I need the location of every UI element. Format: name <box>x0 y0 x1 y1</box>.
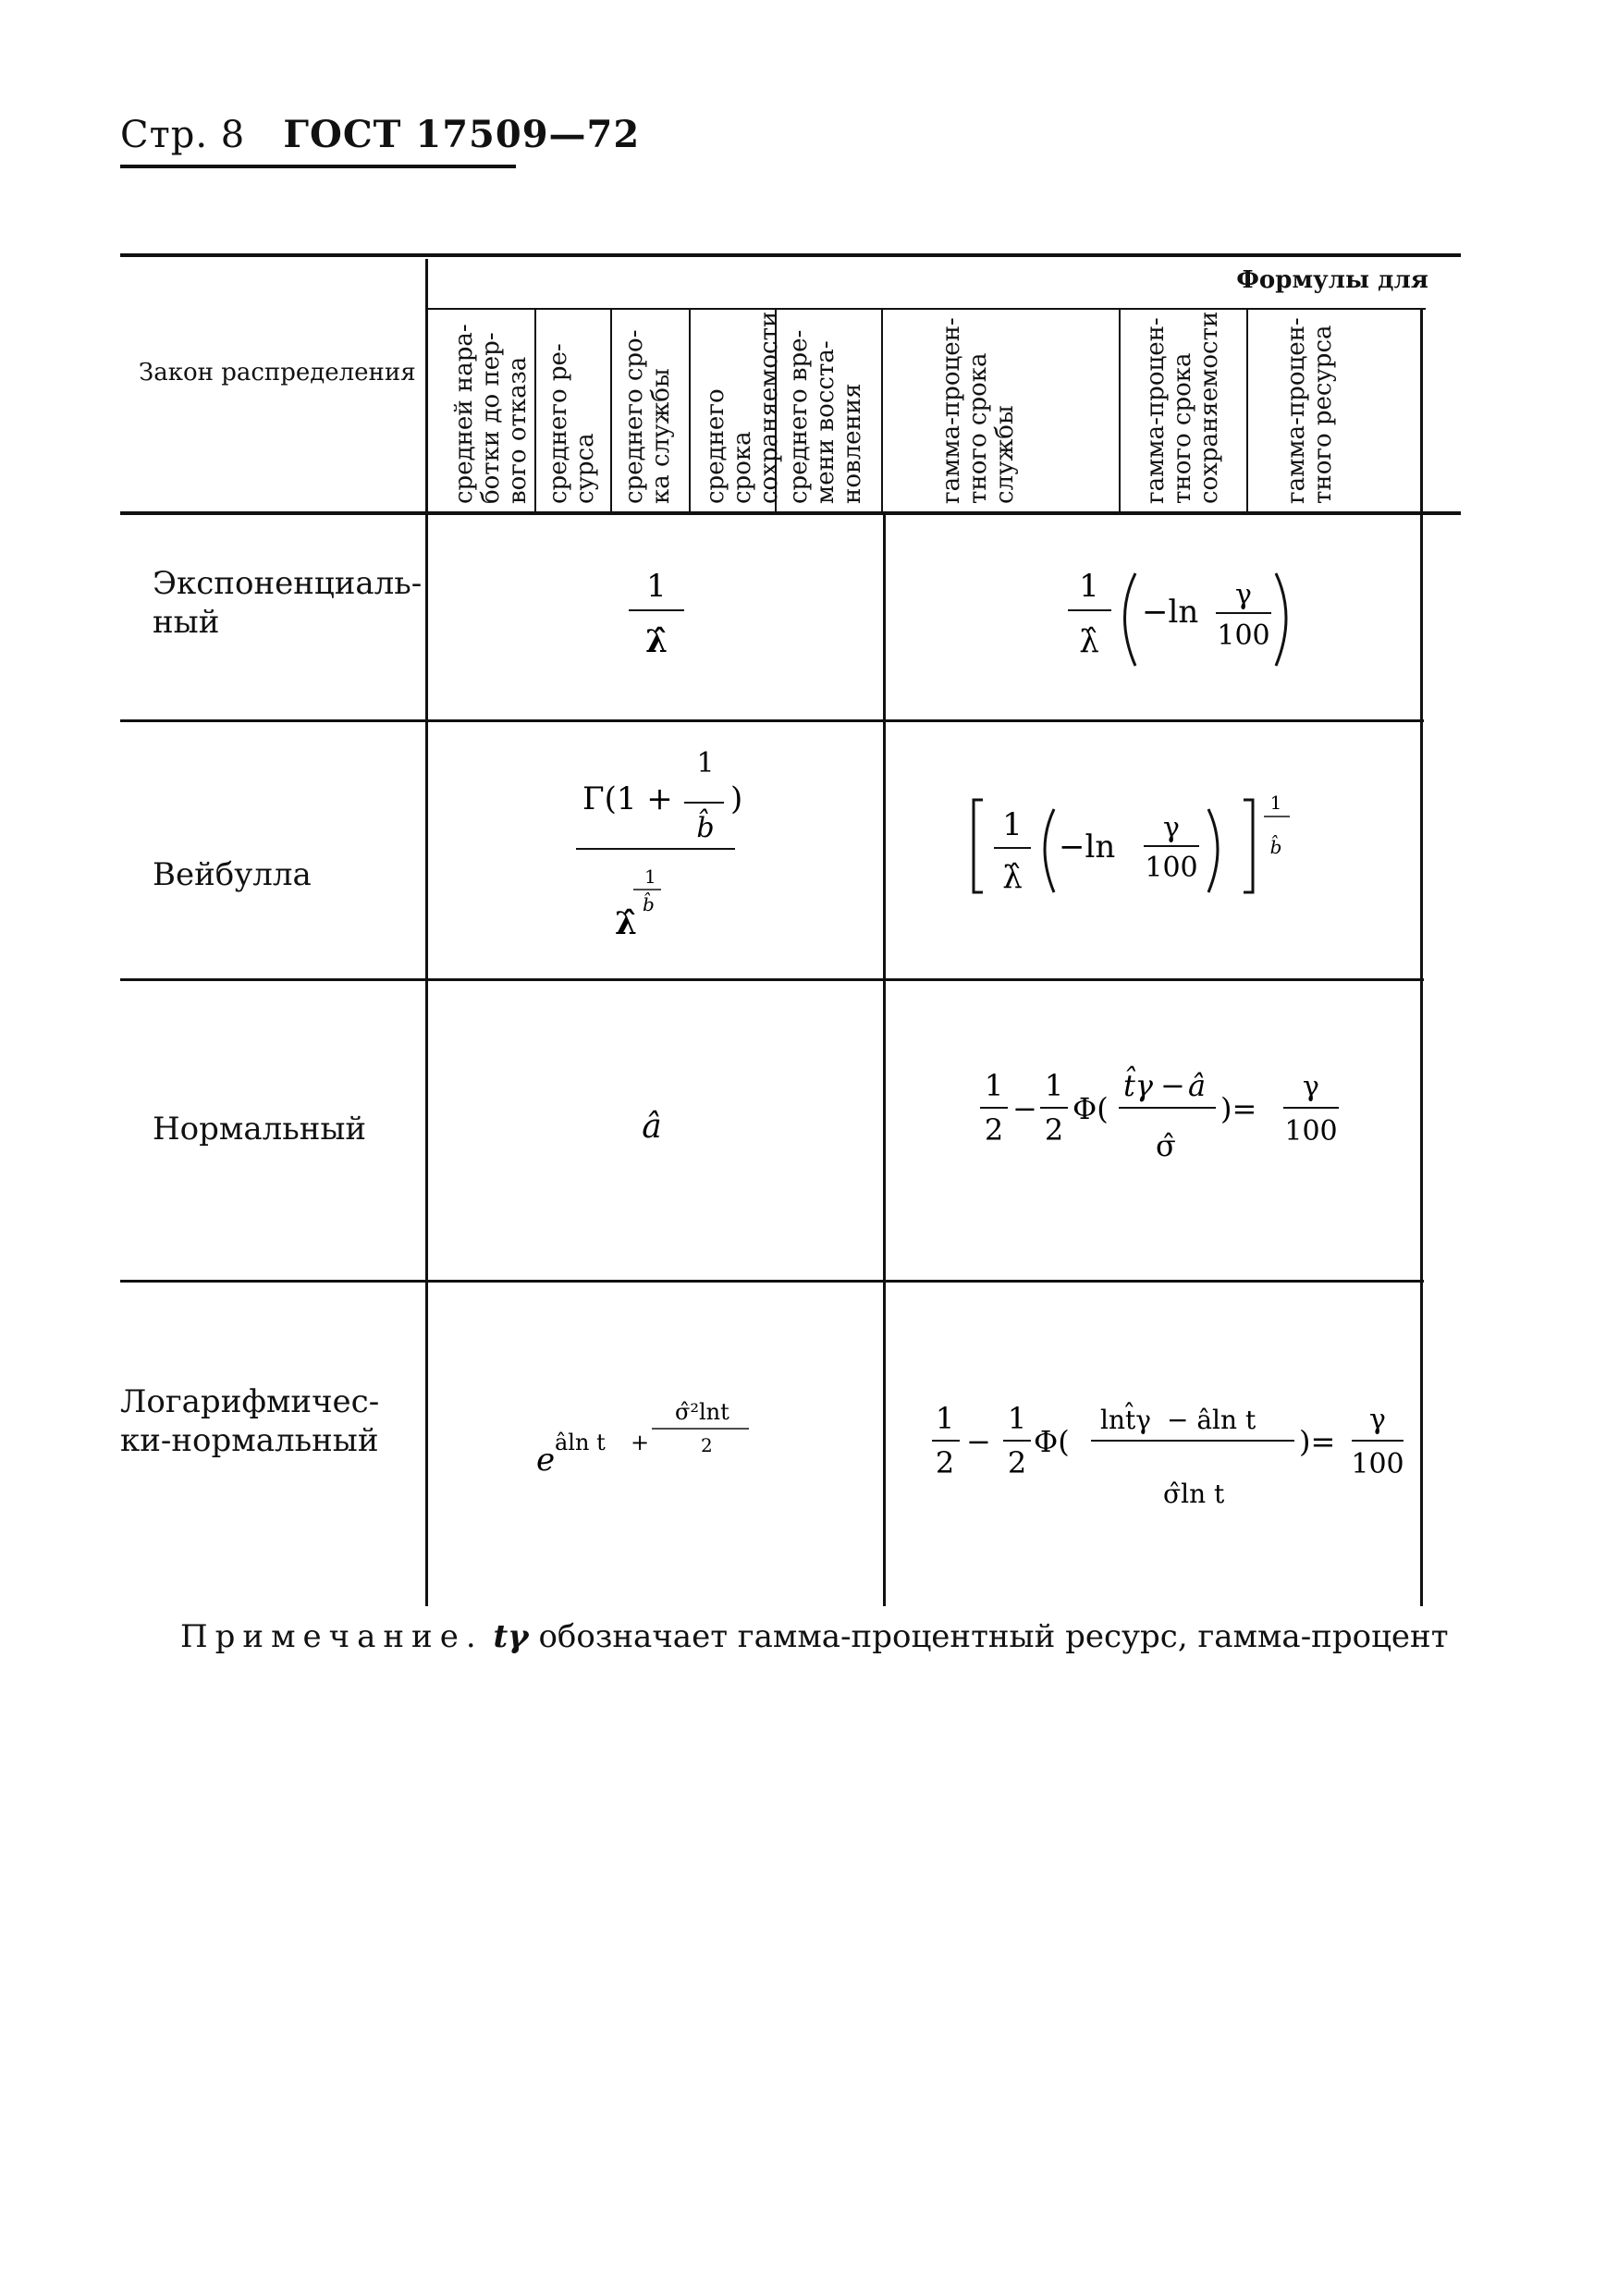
column-header-mean-recovery: среднего вре- мени восста- новления <box>785 329 866 504</box>
column-header-mtbf: средней нара- ботки до пер- вого отказа <box>450 324 532 504</box>
formula-weibull-mean <box>569 740 754 962</box>
row-rule-2 <box>120 978 1424 981</box>
gamma-function: Γ(1 + <box>582 780 673 817</box>
page-number: Стр. 8 <box>120 114 246 156</box>
numerator: 1 <box>646 568 667 605</box>
gamma-num: γ <box>1163 812 1180 844</box>
header-rule <box>120 165 516 168</box>
hundred-den: 100 <box>1217 620 1270 652</box>
half-den-2: 2 <box>1007 1445 1027 1480</box>
a-hat-ln-t: − âln t <box>1167 1405 1256 1435</box>
exp-sigma2: σ̂²lnt <box>675 1399 729 1425</box>
standard-id: ГОСТ 17509—72 <box>283 113 641 156</box>
col-rule-2 <box>610 310 612 511</box>
t-gamma: t̂γ <box>1123 1068 1153 1103</box>
a-hat: â <box>642 1108 662 1146</box>
inner-den-b: b̂ <box>696 812 715 844</box>
close-eq: )= <box>1299 1424 1336 1459</box>
close-paren: ) <box>730 780 743 817</box>
col-rule-6 <box>1119 310 1121 511</box>
sigma-ln-t: σ̂ln t <box>1163 1479 1225 1509</box>
half-num-2: 1 <box>1007 1401 1027 1436</box>
minus-2: − <box>1160 1068 1185 1103</box>
gamma-num: γ <box>1303 1071 1319 1103</box>
exp-num: 1 <box>644 866 656 888</box>
exp-num: 1 <box>1269 792 1282 814</box>
col-rule-5 <box>881 310 883 511</box>
half-den-1: 2 <box>984 1112 1004 1148</box>
exp-den-b: b̂ <box>1269 836 1282 858</box>
frac-num: 1 <box>1079 568 1099 605</box>
formula-normal-mean <box>615 1091 689 1165</box>
col-rule-1 <box>534 310 536 511</box>
law-normal: Нормальный <box>153 1111 367 1148</box>
formula-exponential-gamma <box>1054 559 1294 680</box>
frac-num: 1 <box>1002 806 1023 843</box>
table-top-rule <box>120 253 1461 257</box>
frac-den-lambda: λ̂ <box>1079 623 1099 660</box>
close-eq: )= <box>1220 1091 1257 1126</box>
formula-weibull-gamma <box>966 781 1318 911</box>
exp-a-ln-t: âln t <box>555 1430 606 1455</box>
exp-two: 2 <box>701 1434 713 1456</box>
formula-lognormal-gamma <box>925 1369 1424 1526</box>
formula-lognormal-mean <box>527 1369 777 1489</box>
frac-den-lambda: λ̂ <box>1002 859 1023 896</box>
footnote-text: обозначает гамма-процентный ресурс, гамма-процент <box>538 1618 1449 1655</box>
column-header-mean-storage: среднего срока сохраняемости <box>702 311 783 504</box>
header-inner-rule <box>427 308 1426 310</box>
law-weibull: Вейбулла <box>153 856 312 893</box>
half-num-1: 1 <box>984 1068 1004 1103</box>
header-bottom-rule <box>120 511 1461 515</box>
e: e <box>536 1442 556 1479</box>
column-header-gamma-storage: гамма-процен- тного срока сохраняемости <box>1142 311 1223 504</box>
footnote <box>180 1618 1449 1655</box>
a-hat: â <box>1188 1068 1207 1103</box>
denominator-lambda: λ̂ <box>645 623 668 660</box>
law-column-rule <box>425 259 428 1606</box>
law-lognormal: Логарифмичес- ки-нормальный <box>120 1383 380 1459</box>
den-lambda: λ̂ <box>615 905 637 942</box>
footnote-label: Примечание. <box>180 1618 484 1655</box>
column-header-gamma-service-life: гамма-процен- тного срока службы <box>938 317 1019 504</box>
formula-split-rule <box>883 513 886 1606</box>
minus: − <box>966 1424 991 1459</box>
half-den-1: 2 <box>935 1445 955 1480</box>
column-header-mean-resource: среднего ре- сурса <box>545 343 599 504</box>
page-header <box>120 113 640 156</box>
law-exponential: Экспоненциаль- ный <box>153 565 423 641</box>
hundred-den: 100 <box>1351 1448 1404 1480</box>
sigma-hat: σ̂ <box>1156 1128 1176 1163</box>
col-rule-3 <box>689 310 691 511</box>
phi-open: Φ( <box>1034 1424 1070 1459</box>
column-header-mean-service-life: среднего сро- ка службы <box>620 329 675 504</box>
formulas-header: Формулы для <box>1236 266 1428 294</box>
half-num-2: 1 <box>1044 1068 1064 1103</box>
neg-ln: −ln <box>1142 594 1199 631</box>
gamma-num: γ <box>1235 579 1252 611</box>
hundred-den: 100 <box>1284 1115 1338 1148</box>
exp-plus: + <box>631 1430 650 1455</box>
half-num-1: 1 <box>935 1401 955 1436</box>
row-rule-1 <box>120 719 1424 722</box>
gamma-num: γ <box>1369 1404 1386 1436</box>
half-den-2: 2 <box>1044 1112 1064 1148</box>
minus: − <box>1012 1091 1037 1126</box>
law-column-header: Закон распределения <box>139 359 416 387</box>
column-header-gamma-resource: гамма-процен- тного ресурса <box>1282 317 1337 504</box>
phi-open: Φ( <box>1073 1091 1109 1126</box>
hundred-den: 100 <box>1145 852 1198 884</box>
row-rule-3 <box>120 1280 1424 1283</box>
col-rule-7 <box>1246 310 1248 511</box>
formula-normal-gamma <box>962 1045 1368 1184</box>
inner-num: 1 <box>696 747 715 780</box>
formula-exponential-mean <box>610 559 703 670</box>
ln-t-gamma: lnt̂γ <box>1100 1405 1151 1435</box>
neg-ln: −ln <box>1059 829 1116 866</box>
footnote-t-gamma: tγ <box>493 1618 529 1655</box>
exp-den-b: b̂ <box>643 893 655 915</box>
